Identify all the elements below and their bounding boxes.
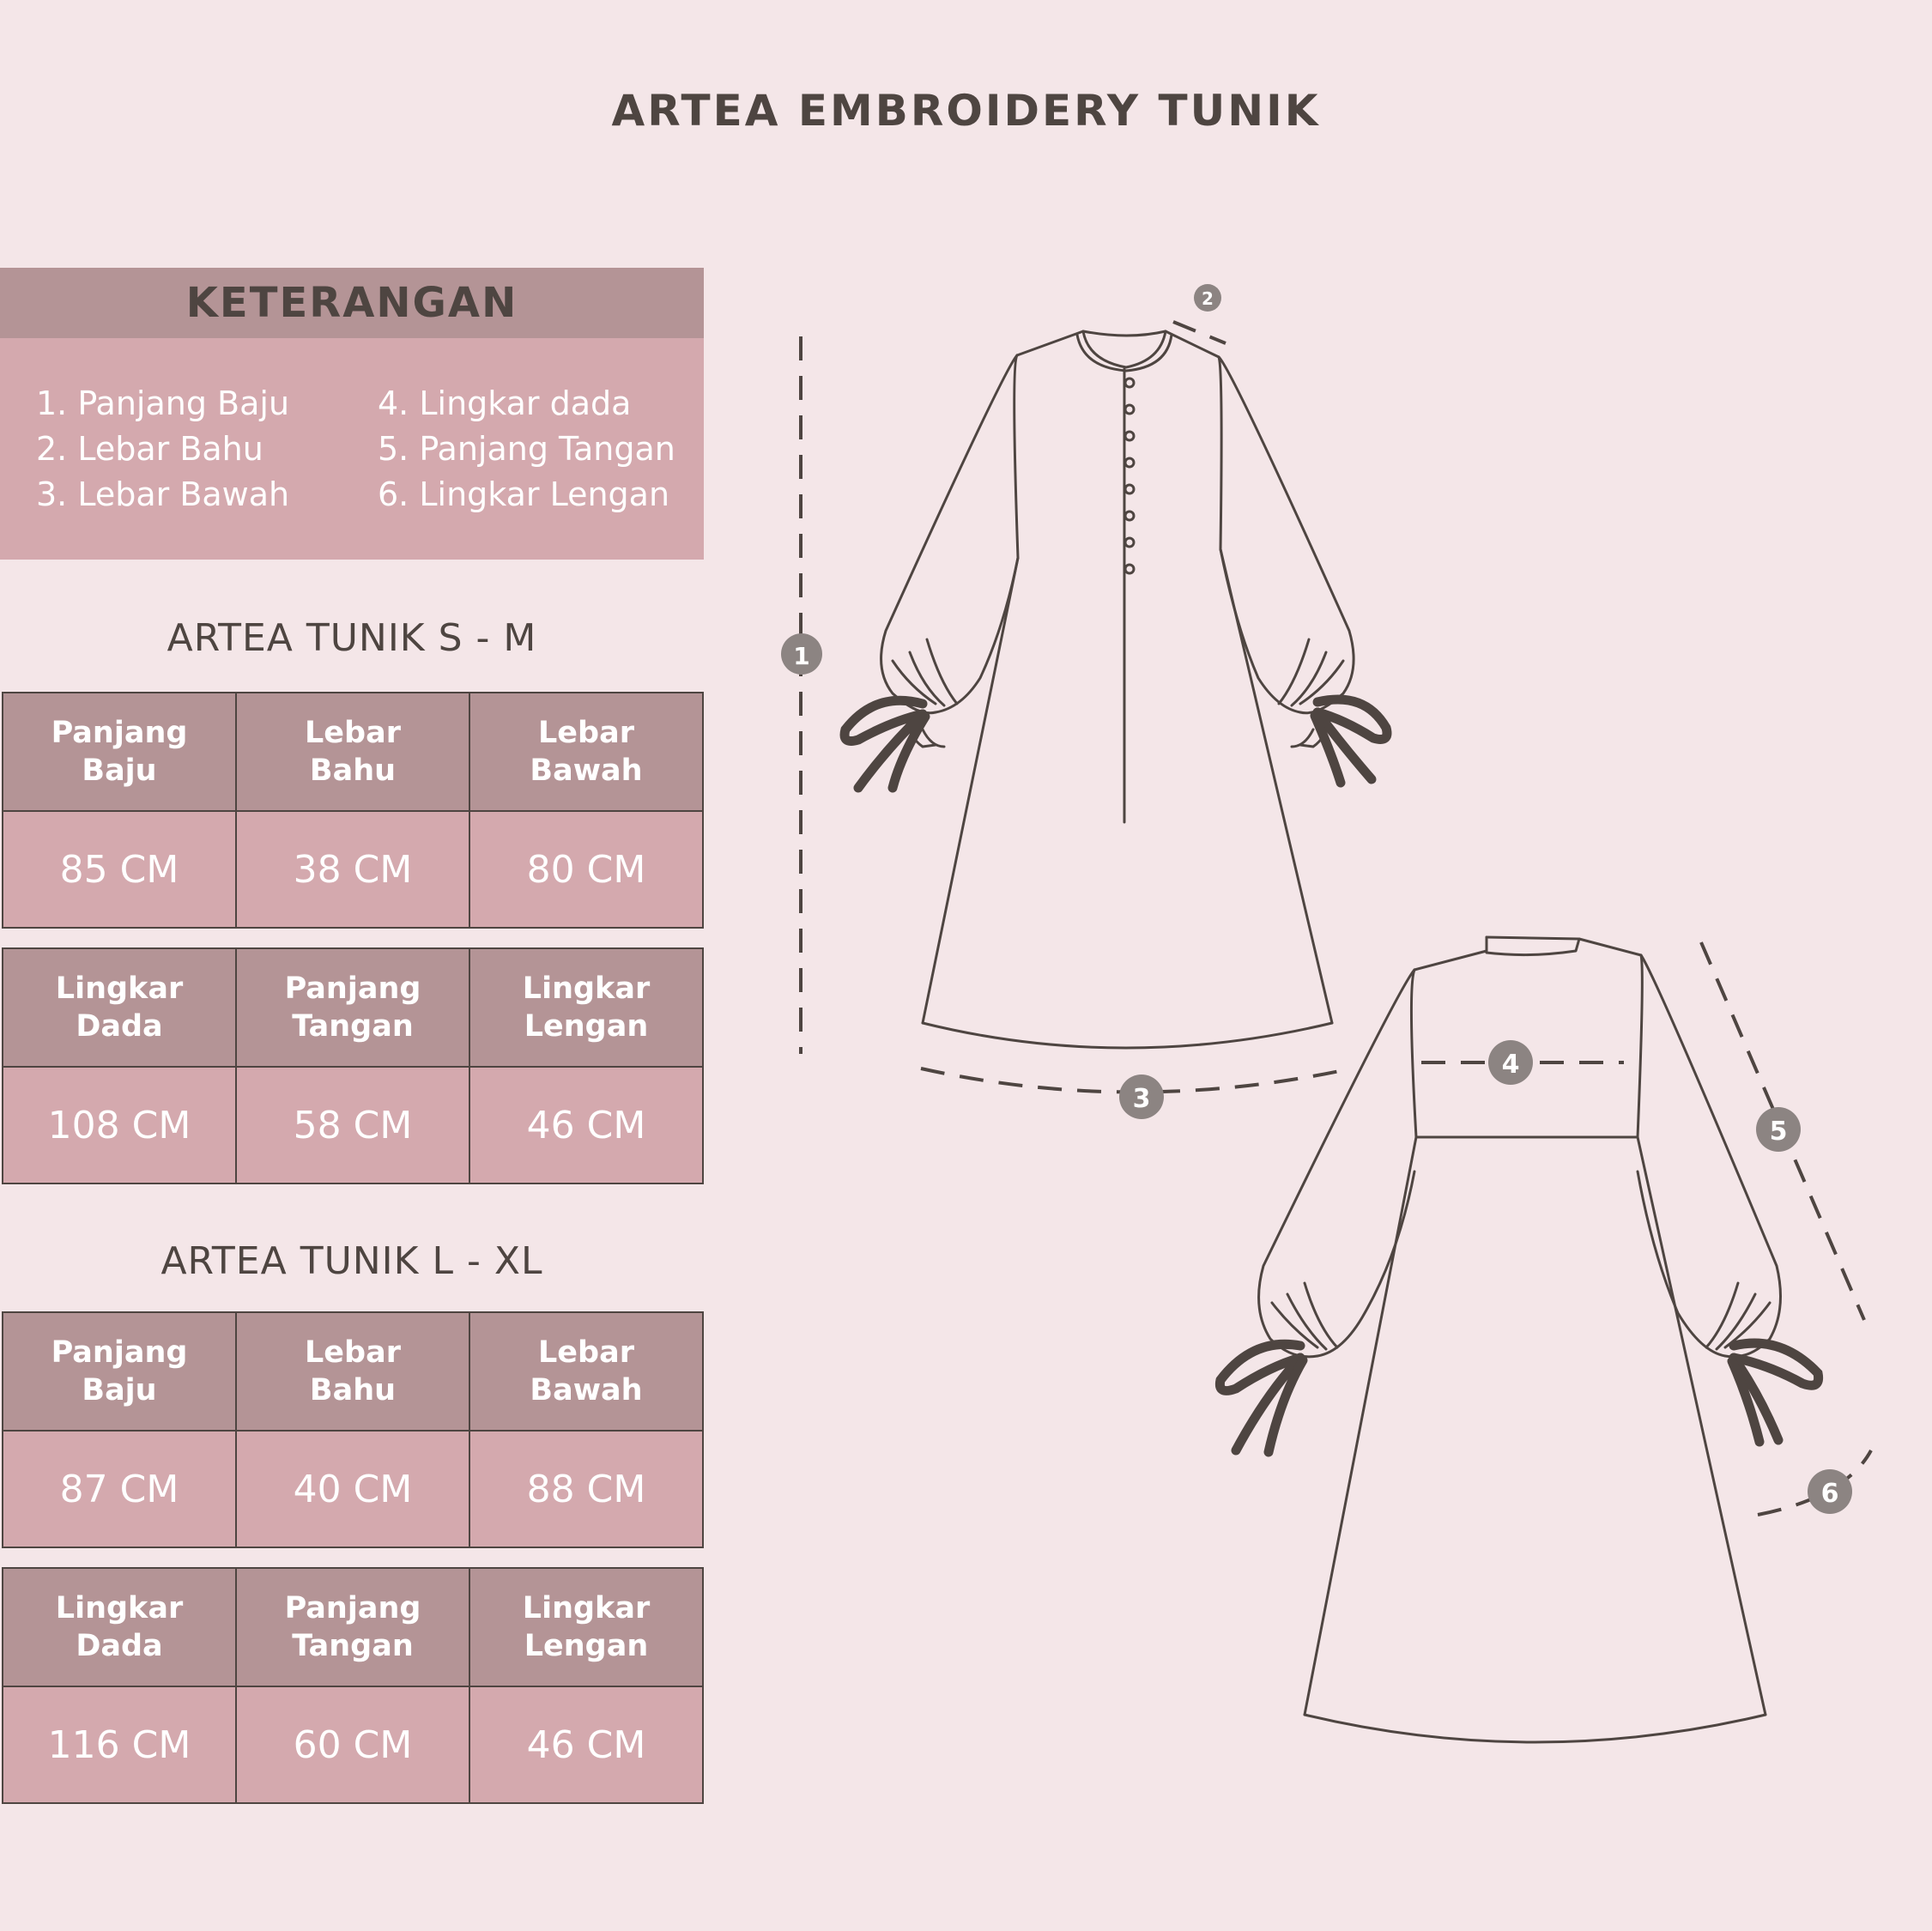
value-cell: 38 CM <box>236 811 469 928</box>
header-cell: Panjang Tangan <box>236 948 469 1067</box>
marker-5-icon <box>1756 1107 1801 1152</box>
header-cell: Panjang Baju <box>3 1312 236 1431</box>
svg-text:5: 5 <box>1769 1117 1788 1147</box>
value-cell: 108 CM <box>3 1067 236 1183</box>
size-title-l-xl: ARTEA TUNIK L - XL <box>160 1239 543 1283</box>
svg-text:2: 2 <box>1202 288 1214 309</box>
value-cell: 40 CM <box>236 1431 469 1547</box>
svg-text:4: 4 <box>1501 1050 1520 1080</box>
marker-4-icon <box>1488 1040 1533 1085</box>
legend-item: 5. Panjang Tangan <box>378 430 675 468</box>
header-cell: Lingkar Lengan <box>469 948 703 1067</box>
value-cell: 85 CM <box>3 811 236 928</box>
value-cell: 87 CM <box>3 1431 236 1547</box>
header-cell: Lebar Bahu <box>236 693 469 811</box>
measurement-markers <box>781 284 1852 1514</box>
header-cell: Panjang Baju <box>3 693 236 811</box>
header-cell: Lebar Bawah <box>469 693 703 811</box>
header-cell: Lebar Bawah <box>469 1312 703 1431</box>
legend-heading: KETERANGAN <box>0 268 704 338</box>
legend-item: 3. Lebar Bawah <box>36 475 290 513</box>
header-cell: Panjang Tangan <box>236 1568 469 1686</box>
marker-3-icon <box>1119 1074 1164 1119</box>
svg-text:6: 6 <box>1820 1479 1839 1509</box>
header-cell: Lingkar Dada <box>3 948 236 1067</box>
front-view-drawing <box>881 331 1354 1048</box>
legend-item: 1. Panjang Baju <box>36 384 290 422</box>
svg-text:1: 1 <box>793 642 810 670</box>
header-cell: Lebar Bahu <box>236 1312 469 1431</box>
header-cell: Lingkar Lengan <box>469 1568 703 1686</box>
value-cell: 46 CM <box>469 1067 703 1183</box>
header-cell: Lingkar Dada <box>3 1568 236 1686</box>
legend-item: 2. Lebar Bahu <box>36 430 263 468</box>
value-cell: 88 CM <box>469 1431 703 1547</box>
svg-text:3: 3 <box>1132 1084 1151 1114</box>
marker-6-icon <box>1808 1469 1852 1514</box>
measurement-lines <box>801 322 1871 1515</box>
marker-2-icon <box>1194 284 1221 312</box>
value-cell: 80 CM <box>469 811 703 928</box>
value-cell: 58 CM <box>236 1067 469 1183</box>
legend-item: 6. Lingkar Lengan <box>378 475 670 513</box>
marker-1-icon <box>781 633 822 675</box>
page-title: ARTEA EMBROIDERY TUNIK <box>611 86 1321 136</box>
size-title-s-m: ARTEA TUNIK S - M <box>167 616 537 660</box>
value-cell: 116 CM <box>3 1686 236 1803</box>
value-cell: 46 CM <box>469 1686 703 1803</box>
legend-item: 4. Lingkar dada <box>378 384 632 422</box>
value-cell: 60 CM <box>236 1686 469 1803</box>
